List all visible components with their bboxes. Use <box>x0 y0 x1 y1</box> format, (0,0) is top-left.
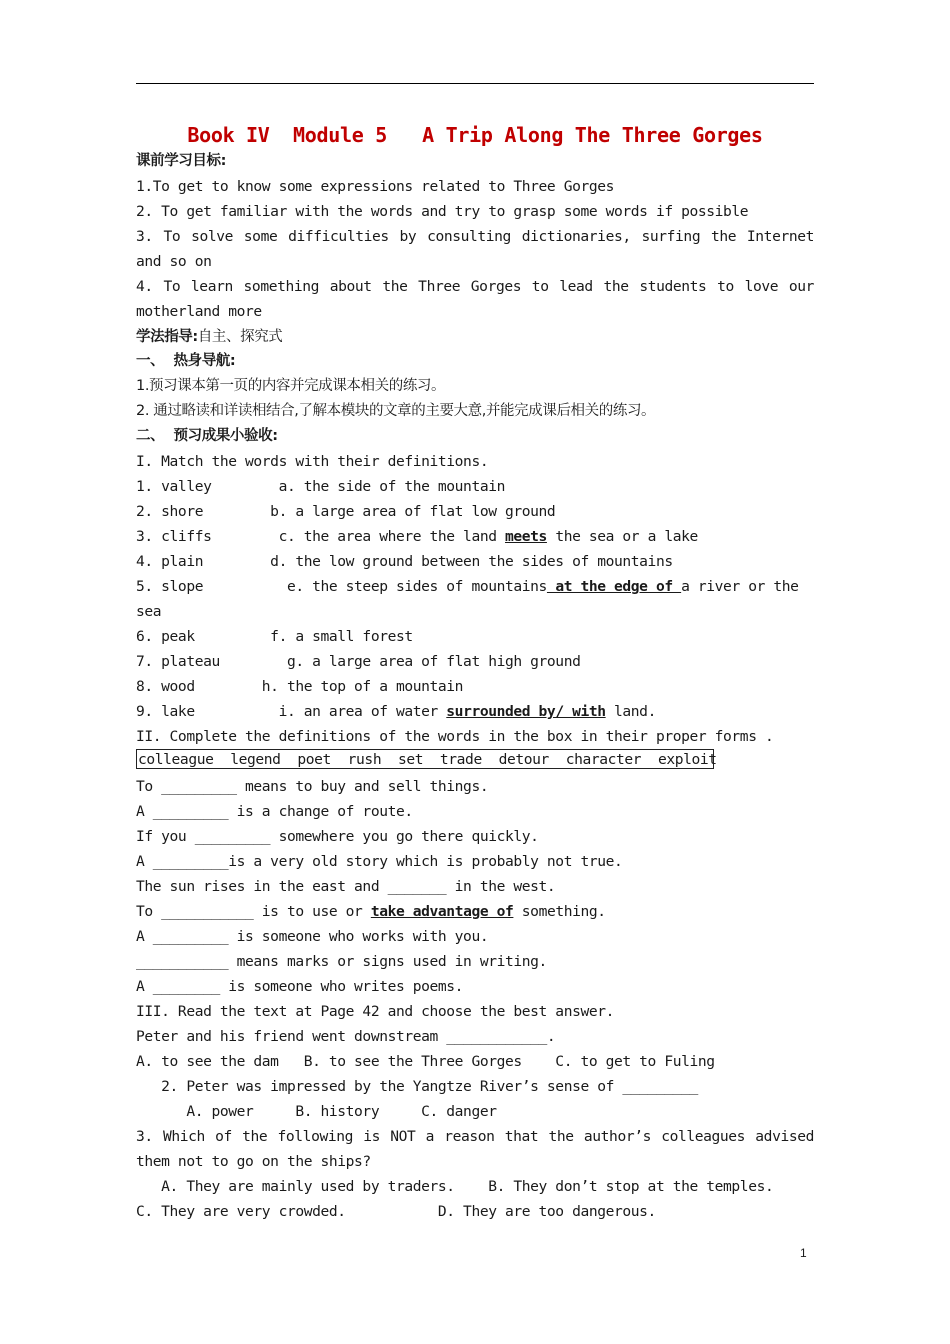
warmup-item-2: 2. 通过略读和详读相结合,了解本模块的文章的主要大意,并能完成课后相关的练习。 <box>136 403 656 419</box>
objective-3: 3. To solve some difficulties by consulting dictionaries, surfing the Internet <box>136 228 814 245</box>
match-row-5-rest: a river or the <box>681 578 799 595</box>
definition-1: To _________ means to buy and sell things. <box>136 778 489 795</box>
objective-4-cont: motherland more <box>136 303 262 320</box>
question-3-cont: them not to go on the ships? <box>136 1153 371 1170</box>
match-row-5 <box>136 574 814 599</box>
method-value: 自主、探究式 <box>197 329 283 345</box>
keyword-take-advantage-of: take advantage of <box>370 903 514 920</box>
keyword-at-the-edge-of: at the edge of <box>546 578 682 595</box>
definition-2: A _________ is a change of route. <box>136 803 413 820</box>
definition-4: A _________is a very old story which is probably not true. <box>136 853 623 870</box>
definition-6-text: To ___________ is to use or <box>136 903 371 920</box>
definition-6 <box>136 899 814 924</box>
part2-instruction: II. Complete the definitions of the words in the box in their proper forms . <box>136 728 774 745</box>
match-row-8: 8. wood h. the top of a mountain <box>136 678 464 695</box>
warmup-item-1: 1.预习课本第一页的内容并完成课本相关的练习。 <box>136 378 446 394</box>
question-3-options-cd: C. They are very crowded. D. They are too dangerous. <box>136 1203 656 1220</box>
objective-2: 2. To get familiar with the words and try to grasp some words if possible <box>136 203 749 220</box>
match-row-6: 6. peak f. a small forest <box>136 628 413 645</box>
objective-3-cont: and so on <box>136 253 212 270</box>
match-row-7: 7. plateau g. a large area of flat high ground <box>136 653 581 670</box>
match-row-3-text: 3. cliffs c. the area where the land <box>136 528 505 545</box>
page-number: 1 <box>800 1246 807 1260</box>
match-row-4: 4. plain d. the low ground between the sides of mountains <box>136 553 673 570</box>
definition-3: If you _________ somewhere you go there quickly. <box>136 828 539 845</box>
keyword-surrounded-by: surrounded by/ with <box>446 703 606 720</box>
question-3: 3. Which of the following is NOT a reason that the author’s colleagues advised <box>136 1128 814 1145</box>
top-rule <box>136 83 814 84</box>
match-row-9-text: 9. lake i. an area of water <box>136 703 447 720</box>
method-label: 学法指导: <box>136 329 198 345</box>
definition-9: A ________ is someone who writes poems. <box>136 978 464 995</box>
definition-6-rest: something. <box>513 903 606 920</box>
match-row-3-rest: the sea or a lake <box>546 528 698 545</box>
match-row-3 <box>136 524 814 549</box>
warmup-heading: 一、 热身导航: <box>136 353 236 369</box>
definition-7: A _________ is someone who works with you. <box>136 928 489 945</box>
objectives-heading: 课前学习目标: <box>136 153 226 169</box>
objective-4: 4. To learn something about the Three Gorges to lead the students to love our <box>136 278 814 295</box>
objective-1: 1.To get to know some expressions related to Three Gorges <box>136 178 615 195</box>
part1-instruction: I. Match the words with their definitions. <box>136 453 489 470</box>
part3-instruction: III. Read the text at Page 42 and choose the best answer. <box>136 1003 615 1020</box>
word-box: colleague legend poet rush set trade detour character exploit <box>138 751 717 768</box>
definition-5: The sun rises in the east and _______ in the west. <box>136 878 556 895</box>
match-row-2: 2. shore b. a large area of flat low ground <box>136 503 556 520</box>
definition-8: ___________ means marks or signs used in writing. <box>136 953 547 970</box>
question-2: 2. Peter was impressed by the Yangtze River’s sense of _________ <box>136 1078 698 1095</box>
match-row-1: 1. valley a. the side of the mountain <box>136 478 505 495</box>
question-1-options: A. to see the dam B. to see the Three Gorges C. to get to Fuling <box>136 1053 715 1070</box>
match-row-5-text: 5. slope e. the steep sides of mountains <box>136 578 547 595</box>
page-title: Book IV Module 5 A Trip Along The Three Gorges <box>187 123 763 147</box>
keyword-meets: meets <box>505 528 547 545</box>
match-row-9-rest: land. <box>605 703 656 720</box>
match-row-5-cont: sea <box>136 603 162 620</box>
match-row-9 <box>136 699 814 724</box>
question-2-options: A. power B. history C. danger <box>136 1103 497 1120</box>
question-3-options-ab: A. They are mainly used by traders. B. They don’t stop at the temples. <box>136 1178 774 1195</box>
question-1: Peter and his friend went downstream ____________. <box>136 1028 556 1045</box>
method-line <box>136 324 814 350</box>
check-heading: 二、 预习成果小验收: <box>136 428 278 444</box>
